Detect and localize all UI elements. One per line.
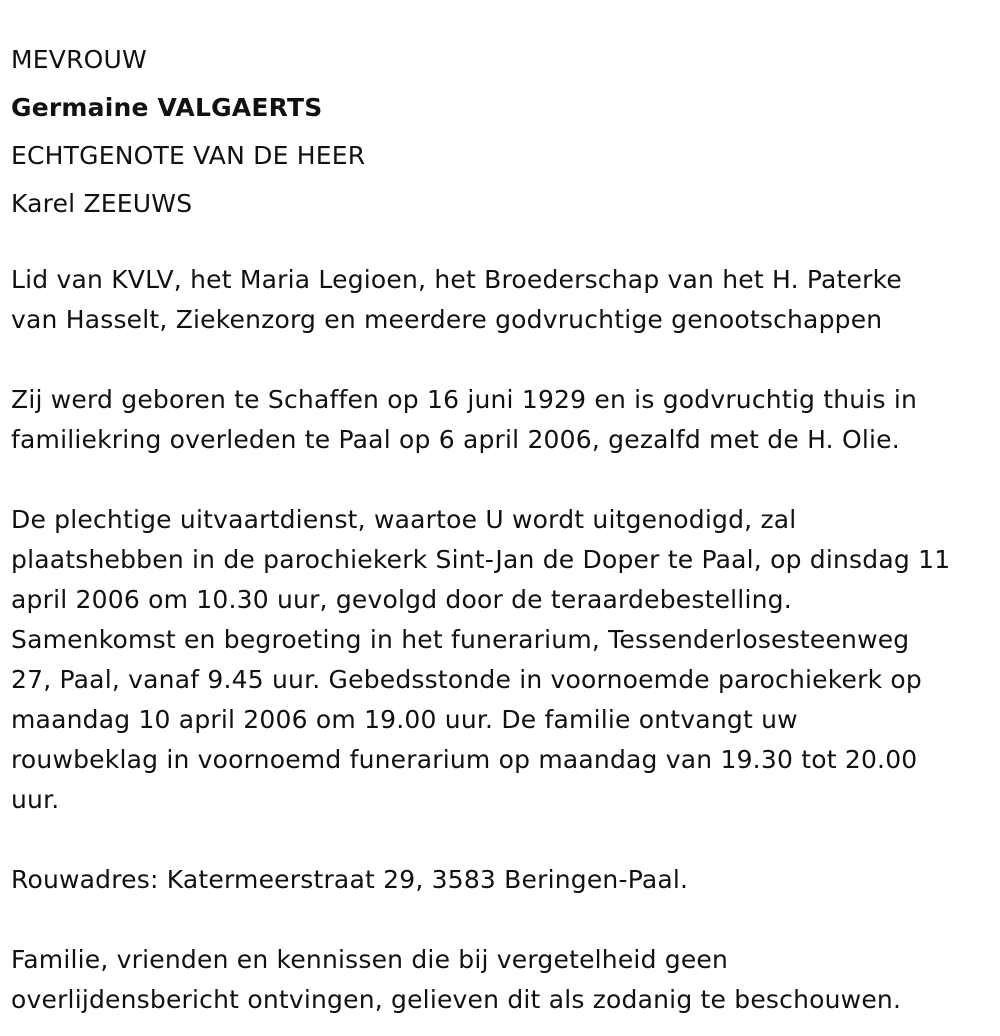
spacer <box>11 340 990 380</box>
relation-text: ECHTGENOTE VAN DE HEER <box>11 141 366 170</box>
paragraph-line: april 2006 om 10.30 uur, gevolgd door de teraardebestelling. <box>11 585 792 614</box>
spacer <box>11 460 990 500</box>
paragraph-line: plaatshebben in de parochiekerk Sint-Jan de Doper te Paal, op dinsdag 11 <box>11 545 951 574</box>
paragraph-line: 27, Paal, vanaf 9.45 uur. Gebedsstonde in voornoemde parochiekerk op <box>11 665 922 694</box>
title-prefix: MEVROUW <box>11 45 147 74</box>
spacer <box>11 820 990 860</box>
paragraph-line: Rouwadres: Katermeerstraat 29, 3583 Beringen-Paal. <box>11 865 689 894</box>
membership-paragraph <box>11 260 990 340</box>
spacer <box>11 900 990 940</box>
closing-paragraph <box>11 940 990 1020</box>
header-block <box>11 36 990 228</box>
paragraph-line: maandag 10 april 2006 om 19.00 uur. De familie ontvangt uw <box>11 705 798 734</box>
spouse-name: Karel ZEEUWS <box>11 189 193 218</box>
birth-death-paragraph <box>11 380 990 460</box>
paragraph-line: van Hasselt, Ziekenzorg en meerdere godvruchtige genootschappen <box>11 305 883 334</box>
paragraph-line: Familie, vrienden en kennissen die bij vergetelheid geen <box>11 945 729 974</box>
paragraph-line: Samenkomst en begroeting in het funerarium, Tessenderlosesteenweg <box>11 625 910 654</box>
paragraph-line: Zij werd geboren te Schaffen op 16 juni 1929 en is godvruchtig thuis in <box>11 385 918 414</box>
deceased-name: Germaine VALGAERTS <box>11 93 323 122</box>
paragraph-line: rouwbeklag in voornoemd funerarium op maandag van 19.30 tot 20.00 <box>11 745 918 774</box>
paragraph-line: familiekring overleden te Paal op 6 april 2006, gezalfd met de H. Olie. <box>11 425 900 454</box>
paragraph-line: overlijdensbericht ontvingen, gelieven dit als zodanig te beschouwen. <box>11 985 902 1014</box>
paragraph-line: uur. <box>11 785 60 814</box>
paragraph-line: De plechtige uitvaartdienst, waartoe U wordt uitgenodigd, zal <box>11 505 797 534</box>
address-paragraph <box>11 860 990 900</box>
funeral-paragraph <box>11 500 990 820</box>
spacer <box>11 228 990 260</box>
paragraph-line: Lid van KVLV, het Maria Legioen, het Broederschap van het H. Paterke <box>11 265 902 294</box>
